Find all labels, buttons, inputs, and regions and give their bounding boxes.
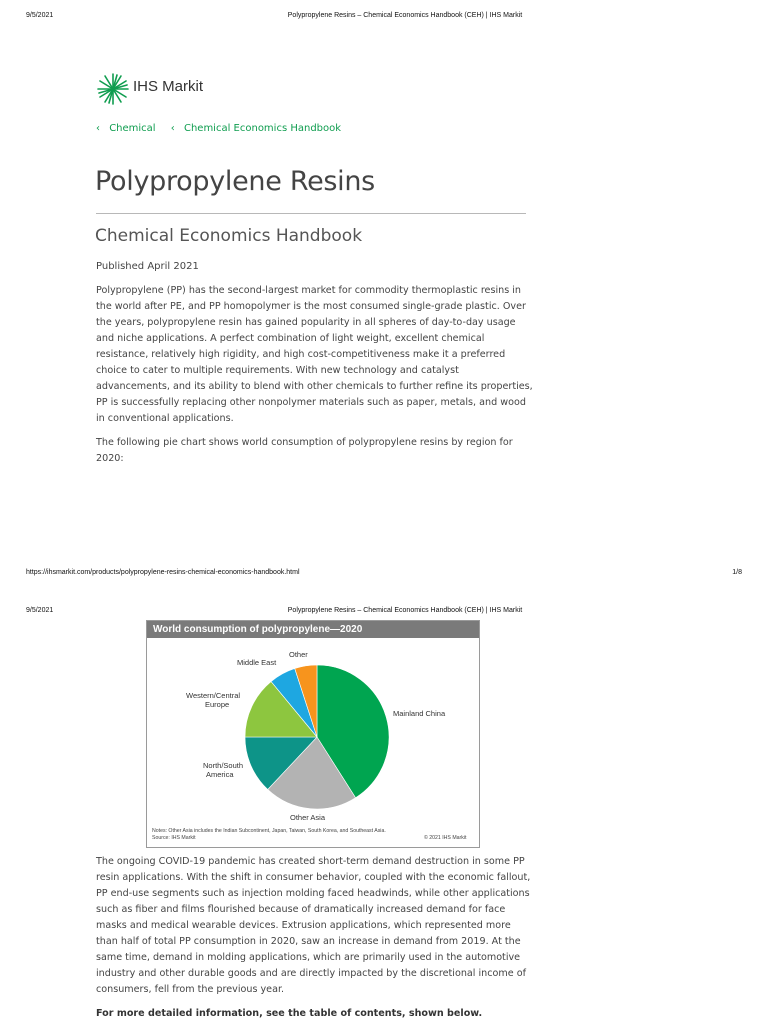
chart-title: World consumption of polypropylene—2020	[147, 621, 479, 638]
page-footer	[0, 569, 768, 583]
label-western-central: Western/Central	[186, 691, 241, 700]
intro-paragraph: Polypropylene (PP) has the second-largest market for commodity thermoplastic resins in the world after PE, and PP homopolymer is the most consumed single-grade plastic. Over the years, polypropylene resin has gained popularity in all spheres of day-to-day usage and niche applications. A perfect combination of light weight, excellent chemical resistance, relatively high rigidity, and high cost-competitiveness make it a preferred choice to cater to multiple requirements. With new technology and catalyst advancements, and its ability to blend with other chemicals to further refine its properties, PP is successfully replacing other nonpolymer materials such as paper, metals, and wood in conventional applications.	[96, 285, 533, 424]
print-doc-title: Polypropylene Resins – Chemical Economics Handbook (CEH) | IHS Markit	[287, 12, 523, 19]
logo-text: IHS Markit	[133, 78, 204, 95]
print-url: https://ihsmarkit.com/products/polypropylene-resins-chemical-economics-handbook.html	[26, 569, 300, 576]
print-date: 9/5/2021	[26, 12, 54, 19]
chevron-left-icon: ‹	[170, 123, 175, 134]
chevron-left-icon: ‹	[96, 123, 100, 134]
chart-source: Source: IHS Markit	[152, 835, 196, 841]
breadcrumb	[96, 123, 353, 134]
more-info-paragraph: For more detailed information, see the table of contents, shown below.	[96, 1008, 483, 1019]
chart-notes: Notes: Other Asia includes the Indian Subcontinent, Japan, Taiwan, South Korea, and Southeast Asia.	[152, 828, 386, 834]
breadcrumb-chemical[interactable]: Chemical	[109, 123, 156, 134]
ihs-markit-logo[interactable]	[95, 71, 235, 107]
label-middle-east: Middle East	[237, 658, 277, 667]
label-mainland-china: Mainland China	[393, 709, 446, 718]
covid-paragraph: The ongoing COVID-19 pandemic has created short-term demand destruction in some PP resin applications. With the shift in consumer behavior, coupled with the economic fallout, PP end-use segments such as injection molding faced headwinds, while other applications such as fiber and films flourished because of dramatically increased demand for face masks and medical wearable devices. Extrusion applications, which represented more than half of total PP consumption in 2020, saw an increase in demand from 2019. At the same time, demand in molding applications, which are primarily used in the automotive industry and other durable goods and are directly impacted by the discretional income of consumers, fell from the previous year.	[96, 856, 531, 995]
print-date: 9/5/2021	[26, 607, 54, 614]
label-europe: Europe	[205, 700, 230, 709]
print-doc-title: Polypropylene Resins – Chemical Economics Handbook (CEH) | IHS Markit	[287, 607, 523, 614]
consumption-pie-chart	[146, 620, 480, 848]
page-subtitle: Chemical Economics Handbook	[95, 226, 363, 246]
label-america: America	[206, 770, 234, 779]
label-other-asia: Other Asia	[290, 813, 326, 822]
chart-intro-paragraph: The following pie chart shows world consumption of polypropylene resins by region for 2020:	[96, 437, 513, 464]
pie-chart-svg	[147, 621, 479, 847]
label-north-south: North/South	[203, 761, 244, 770]
breadcrumb-ceh[interactable]: Chemical Economics Handbook	[183, 123, 342, 134]
print-page-number: 1/8	[732, 569, 742, 576]
label-other: Other	[289, 650, 308, 659]
published-date: Published April 2021	[96, 261, 199, 272]
logo-burst-icon	[95, 71, 131, 107]
title-divider	[96, 213, 526, 214]
page-header	[0, 12, 768, 26]
chart-copyright: © 2021 IHS Markit	[424, 835, 467, 841]
page-header-2	[0, 607, 768, 621]
page-title: Polypropylene Resins	[95, 166, 375, 197]
